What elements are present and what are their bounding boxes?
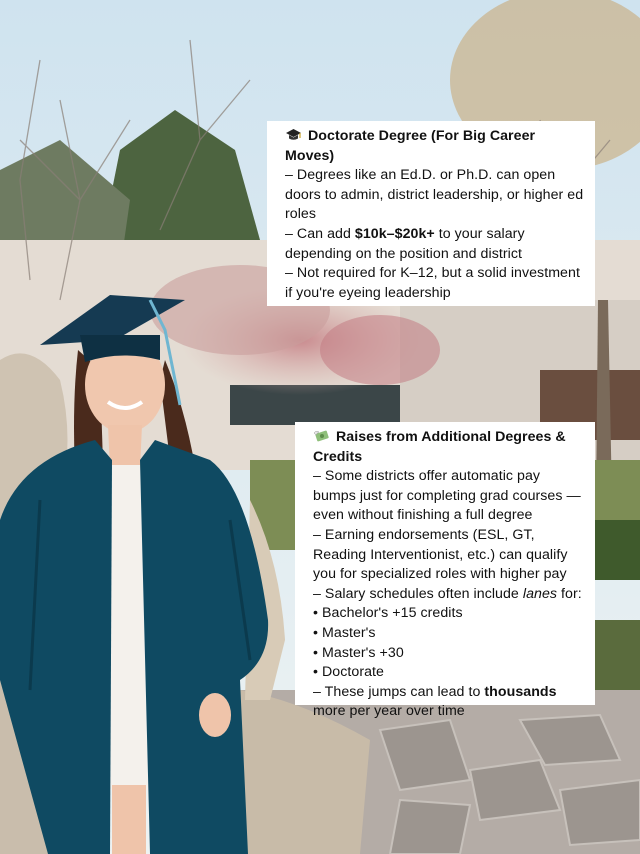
raises-line-2: – Earning endorsements (ESL, GT, Reading Interventionist, etc.) can qualify you for specialized roles with higher pay: [313, 526, 568, 583]
raises-title: Raises from Additional Degrees & Credits: [313, 429, 566, 465]
lane-item: • Master's: [313, 624, 376, 641]
raises-line-1: – Some districts offer automatic pay bumps just for completing grad courses — even without finishing a full degree: [313, 468, 581, 524]
lanes-term: lanes: [522, 585, 558, 602]
raises-line-3: – Salary schedules often include lanes for:: [313, 585, 582, 602]
lane-item: • Bachelor's +15 credits: [313, 605, 463, 622]
doctorate-line-2: – Can add $10k–$20k+ to your salary depending on the position and district: [285, 225, 525, 262]
doctorate-line-3: – Not required for K–12, but a solid investment if you're eyeing leadership: [285, 265, 580, 301]
lane-item: • Doctorate: [313, 664, 384, 681]
doctorate-line-1: – Degrees like an Ed.D. or Ph.D. can open doors to admin, district leadership, or higher ed roles: [285, 167, 584, 223]
doctorate-title: Doctorate Degree (For Big Career Moves): [285, 128, 536, 164]
salary-range: $10k–$20k+: [354, 225, 435, 242]
money-with-wings-icon: [313, 429, 330, 442]
thousands-emphasis: thousands: [484, 683, 557, 700]
doctorate-card: [267, 121, 595, 306]
lane-item: • Master's +30: [313, 644, 404, 661]
graduation-cap-icon: [285, 128, 302, 141]
raises-card: [295, 422, 595, 720]
raises-line-4: – These jumps can lead to thousands more per year over time: [313, 683, 557, 720]
